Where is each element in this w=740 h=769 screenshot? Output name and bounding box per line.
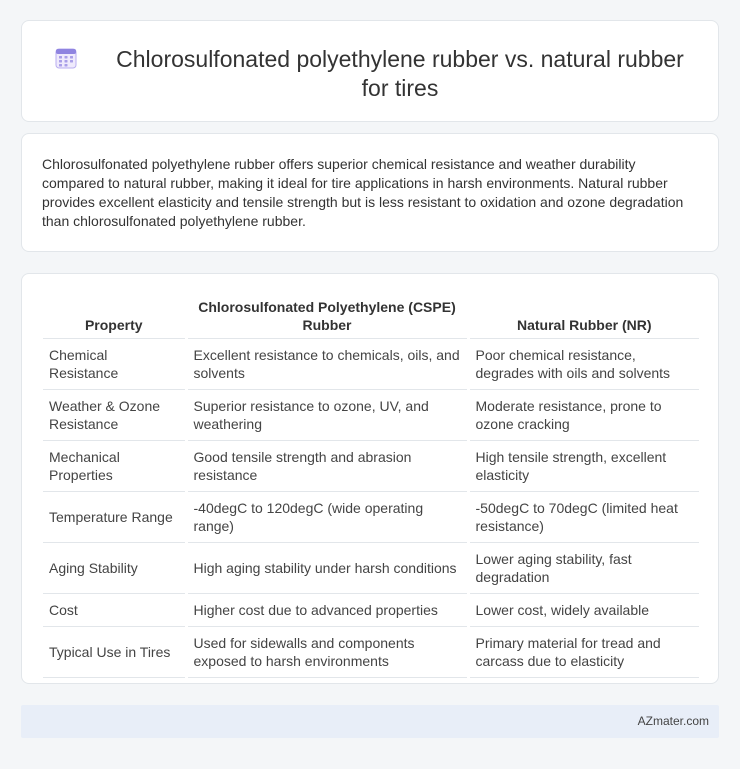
table-cell-nr: High tensile strength, excellent elasticity [468,441,699,492]
summary-card [21,133,719,252]
table-row [43,441,699,492]
table-cell-nr: Lower cost, widely available [468,594,699,627]
table-cell-cspe: -40degC to 120degC (wide operating range) [186,492,468,543]
summary-text: Chlorosulfonated polyethylene rubber offers superior chemical resistance and weather durability compared to natural rubber, making it ideal for tire applications in harsh environments. Natural rubber provides excellent elasticity and tensile strength but is less resistant to oxidation and ozone degradation than chlorosulfonated polyethylene rubber. [42,156,684,229]
table-cell-nr: Poor chemical resistance, degrades with oils and solvents [468,339,699,390]
page-title: Chlorosulfonated polyethylene rubber vs. natural rubber for tires [116,46,684,101]
table-cell-cspe: Higher cost due to advanced properties [186,594,468,627]
table-cell-cspe: High aging stability under harsh conditions [186,543,468,594]
column-header-property: Property [43,294,186,339]
table-header-row [43,294,699,339]
title-card [21,20,719,122]
table-row [43,543,699,594]
table-cell-nr: Primary material for tread and carcass due to elasticity [468,627,699,678]
table-cell-nr: -50degC to 70degC (limited heat resistance) [468,492,699,543]
table-cell-cspe: Used for sidewalls and components exposed to harsh environments [186,627,468,678]
footer [21,705,719,738]
table-cell-property: Cost [43,594,186,627]
table-row [43,627,699,678]
table-cell-property: Temperature Range [43,492,186,543]
table-row [43,390,699,441]
table-cell-cspe: Good tensile strength and abrasion resistance [186,441,468,492]
table-cell-property: Weather & Ozone Resistance [43,390,186,441]
comparison-table [43,294,699,678]
table-cell-property: Aging Stability [43,543,186,594]
comparison-table-card [21,273,719,684]
table-cell-cspe: Excellent resistance to chemicals, oils, and solvents [186,339,468,390]
table-row [43,594,699,627]
table-cell-property: Typical Use in Tires [43,627,186,678]
table-cell-nr: Lower aging stability, fast degradation [468,543,699,594]
column-header-nr: Natural Rubber (NR) [468,294,699,339]
table-row [43,339,699,390]
table-cell-property: Mechanical Properties [43,441,186,492]
table-cell-property: Chemical Resistance [43,339,186,390]
column-header-cspe: Chlorosulfonated Polyethylene (CSPE) Rubber [186,294,468,339]
table-row [43,492,699,543]
table-cell-nr: Moderate resistance, prone to ozone cracking [468,390,699,441]
table-cell-cspe: Superior resistance to ozone, UV, and weathering [186,390,468,441]
footer-site-link[interactable]: AZmater.com [637,714,709,728]
